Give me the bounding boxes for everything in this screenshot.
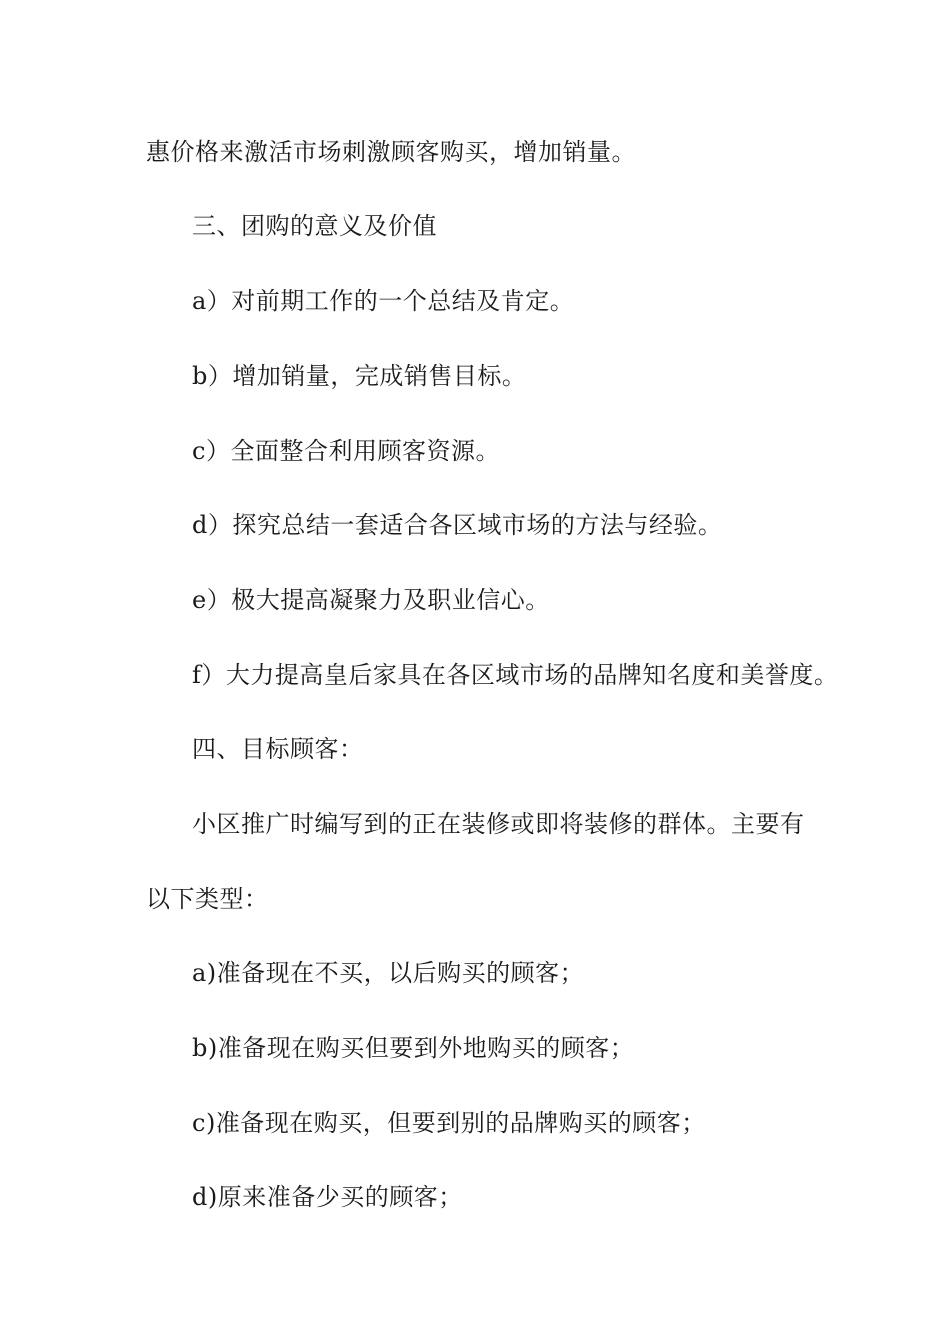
list-item: d）探究总结一套适合各区域市场的方法与经验。 [192,511,723,539]
list-item: a)准备现在不买，以后购买的顾客； [192,959,585,987]
list-item: c)准备现在购买，但要到别的品牌购买的顾客； [192,1109,706,1137]
section-heading: 四、目标顾客： [192,735,364,763]
section-heading: 三、团购的意义及价值 [192,212,437,240]
paragraph-line: 以下类型： [146,885,269,913]
list-item: f）大力提高皇后家具在各区域市场的品牌知名度和美誉度。 [192,661,839,689]
list-item: b)准备现在购买但要到外地购买的顾客； [192,1034,635,1062]
list-item: b）增加销量，完成销售目标。 [192,362,527,390]
list-item: e）极大提高凝聚力及职业信心。 [192,586,550,614]
list-item: a）对前期工作的一个总结及肯定。 [192,287,575,315]
paragraph-line: 小区推广时编写到的正在装修或即将装修的群体。主要有 [192,810,805,838]
list-item: c）全面整合利用顾客资源。 [192,437,500,465]
paragraph-line: 惠价格来激活市场刺激顾客购买，增加销量。 [146,138,636,166]
list-item: d)原来准备少买的顾客； [192,1183,463,1211]
